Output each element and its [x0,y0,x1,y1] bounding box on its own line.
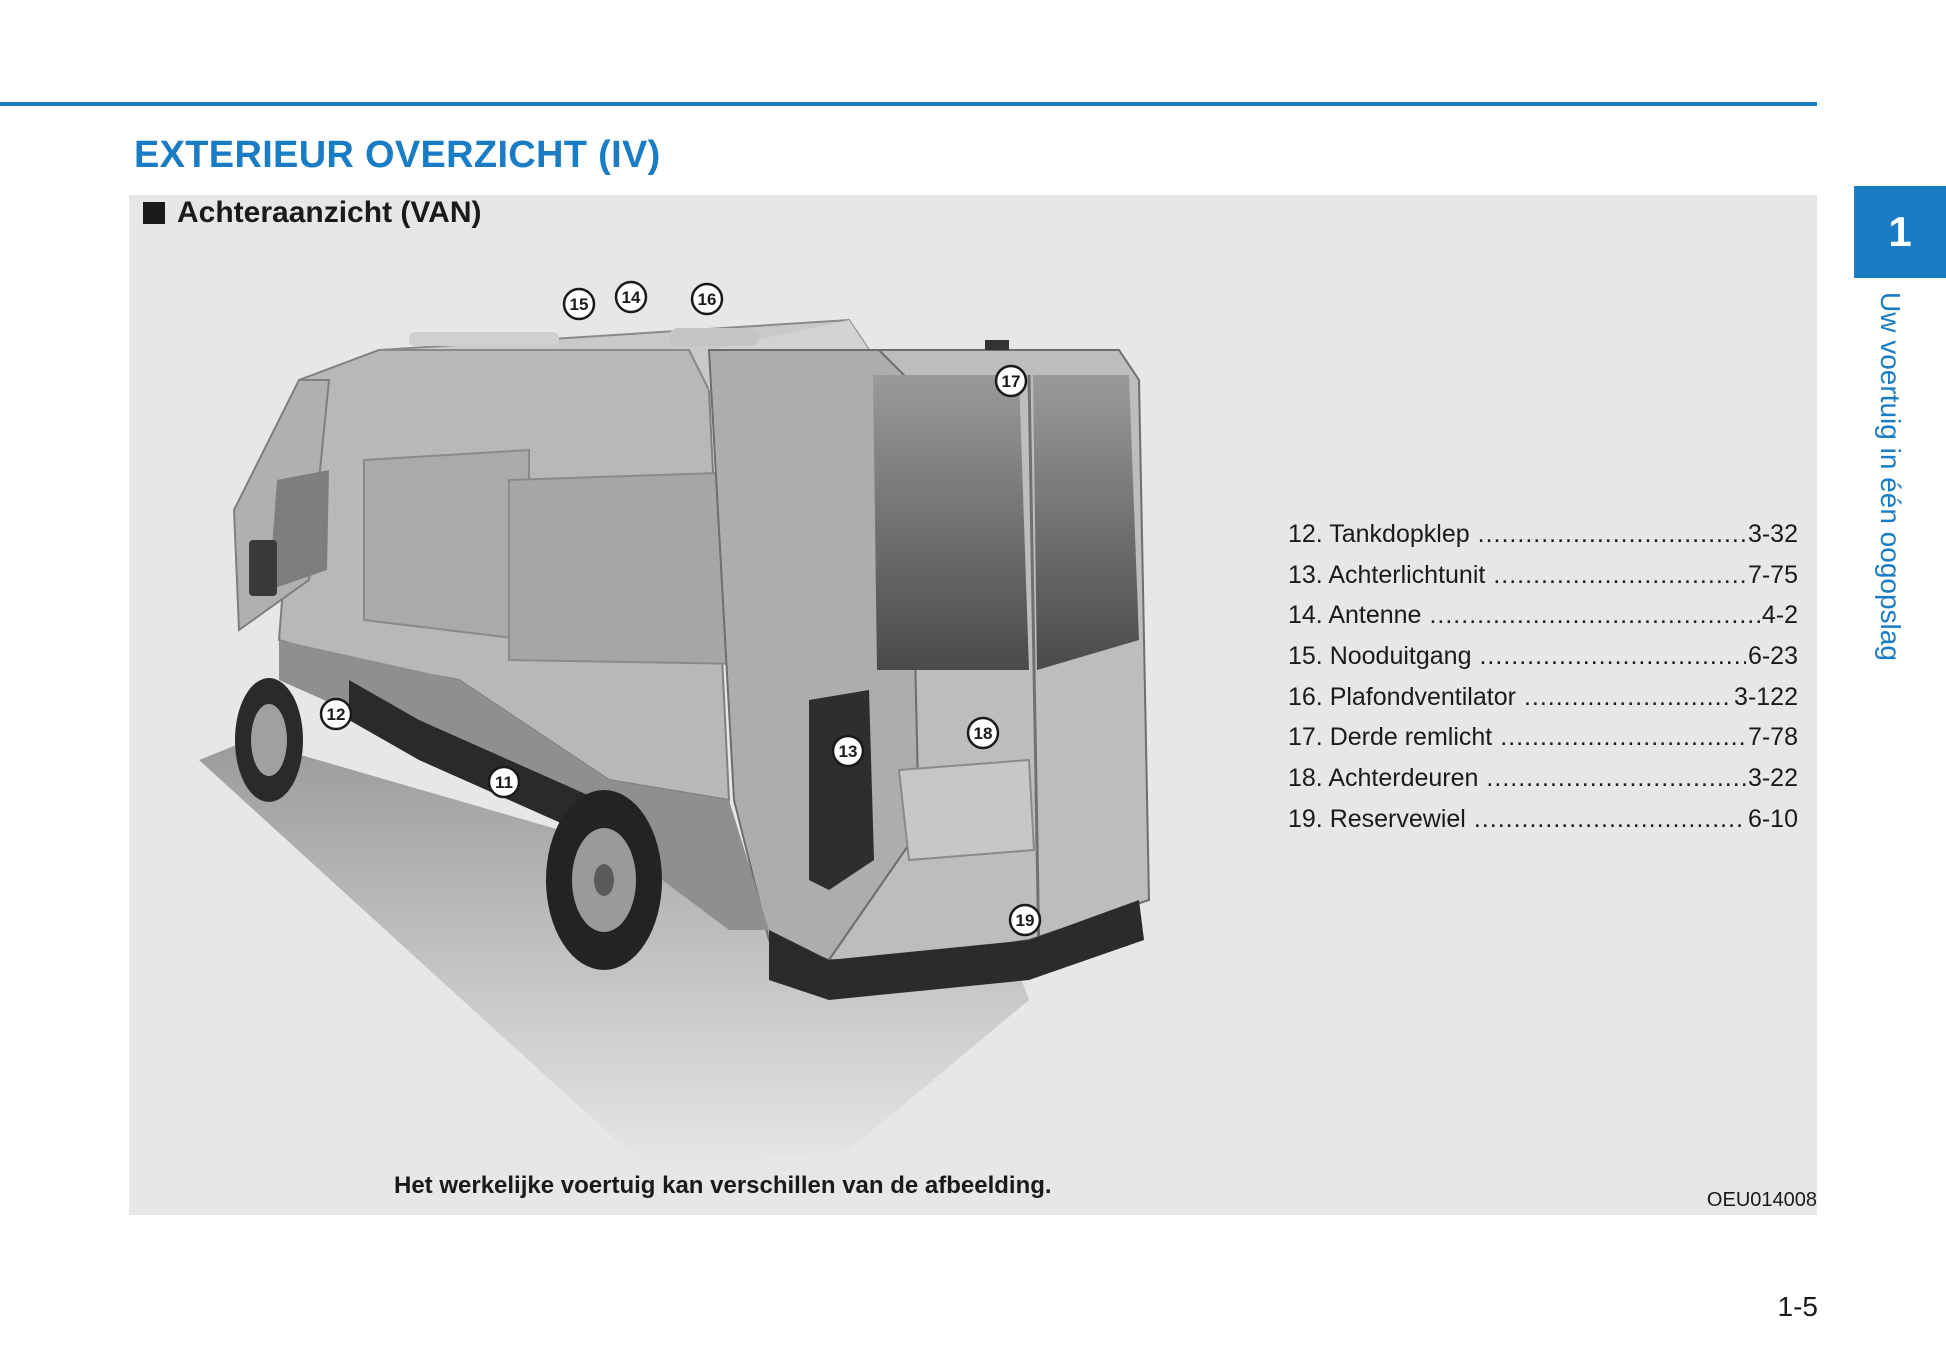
legend-label: 18. Achterdeuren [1288,763,1479,792]
svg-text:16: 16 [697,290,717,309]
legend-page-ref: 3-122 [1734,682,1798,711]
legend-leader [1474,805,1746,834]
callout-marker-16 [692,284,722,314]
square-bullet-icon [143,202,165,224]
callout-marker-15 [564,289,594,319]
legend-row [1288,677,1798,718]
legend-label: 14. Antenne [1288,601,1422,630]
legend-page-ref: 6-10 [1747,804,1798,833]
callout-marker-12 [321,699,351,729]
legend-label: 15. Nooduitgang [1288,641,1472,670]
svg-text:12: 12 [326,705,346,724]
legend-leader [1429,601,1759,630]
van-rear-illustration [129,240,1269,1160]
legend-page-ref: 3-22 [1747,763,1798,792]
legend-leader [1479,642,1745,671]
legend-page-ref: 7-78 [1747,723,1798,752]
parts-legend [1288,514,1798,840]
svg-text:11: 11 [495,773,513,792]
legend-page-ref: 4-2 [1761,601,1798,630]
legend-row [1288,717,1798,758]
section-heading-text: Achteraanzicht (VAN) [177,196,482,229]
image-code: OEU014008 [1706,1189,1817,1211]
svg-text:18: 18 [973,724,993,743]
chapter-title-vertical: Uw voertuig in één oogopslag [1875,292,1906,661]
callout-marker-11 [489,767,519,797]
svg-text:14: 14 [621,288,641,307]
chapter-tab: 1 [1854,186,1946,278]
callout-marker-13 [833,736,863,766]
legend-page-ref: 7-75 [1747,560,1798,589]
legend-row [1288,799,1798,840]
page-title: EXTERIEUR OVERZICHT (IV) [134,134,661,176]
legend-row [1288,595,1798,636]
svg-text:13: 13 [838,742,858,761]
legend-leader [1486,764,1746,793]
legend-row [1288,758,1798,799]
legend-page-ref: 6-23 [1747,641,1798,670]
legend-label: 19. Reservewiel [1288,804,1466,833]
legend-label: 16. Plafondventilator [1288,682,1516,711]
figure-caption: Het werkelijke voertuig kan verschillen van de afbeelding. [394,1172,1052,1199]
legend-label: 12. Tankdopklep [1288,519,1470,548]
legend-label: 13. Achterlichtunit [1288,560,1486,589]
legend-leader [1478,520,1746,549]
legend-page-ref: 3-32 [1747,519,1798,548]
callout-marker-19 [1010,905,1040,935]
callout-marker-18 [968,718,998,748]
svg-text:17: 17 [1001,372,1021,391]
callout-marker-17 [996,366,1026,396]
legend-leader [1500,723,1746,752]
svg-text:15: 15 [569,295,589,314]
legend-label: 17. Derde remlicht [1288,723,1493,752]
section-heading [143,196,481,230]
page-number: 1-5 [1777,1291,1818,1322]
legend-row [1288,636,1798,677]
header-rule [0,102,1817,106]
callout-marker-14 [616,282,646,312]
legend-leader [1493,561,1746,590]
legend-row [1288,555,1798,596]
svg-text:19: 19 [1015,911,1035,930]
legend-row [1288,514,1798,555]
legend-leader [1524,683,1732,712]
